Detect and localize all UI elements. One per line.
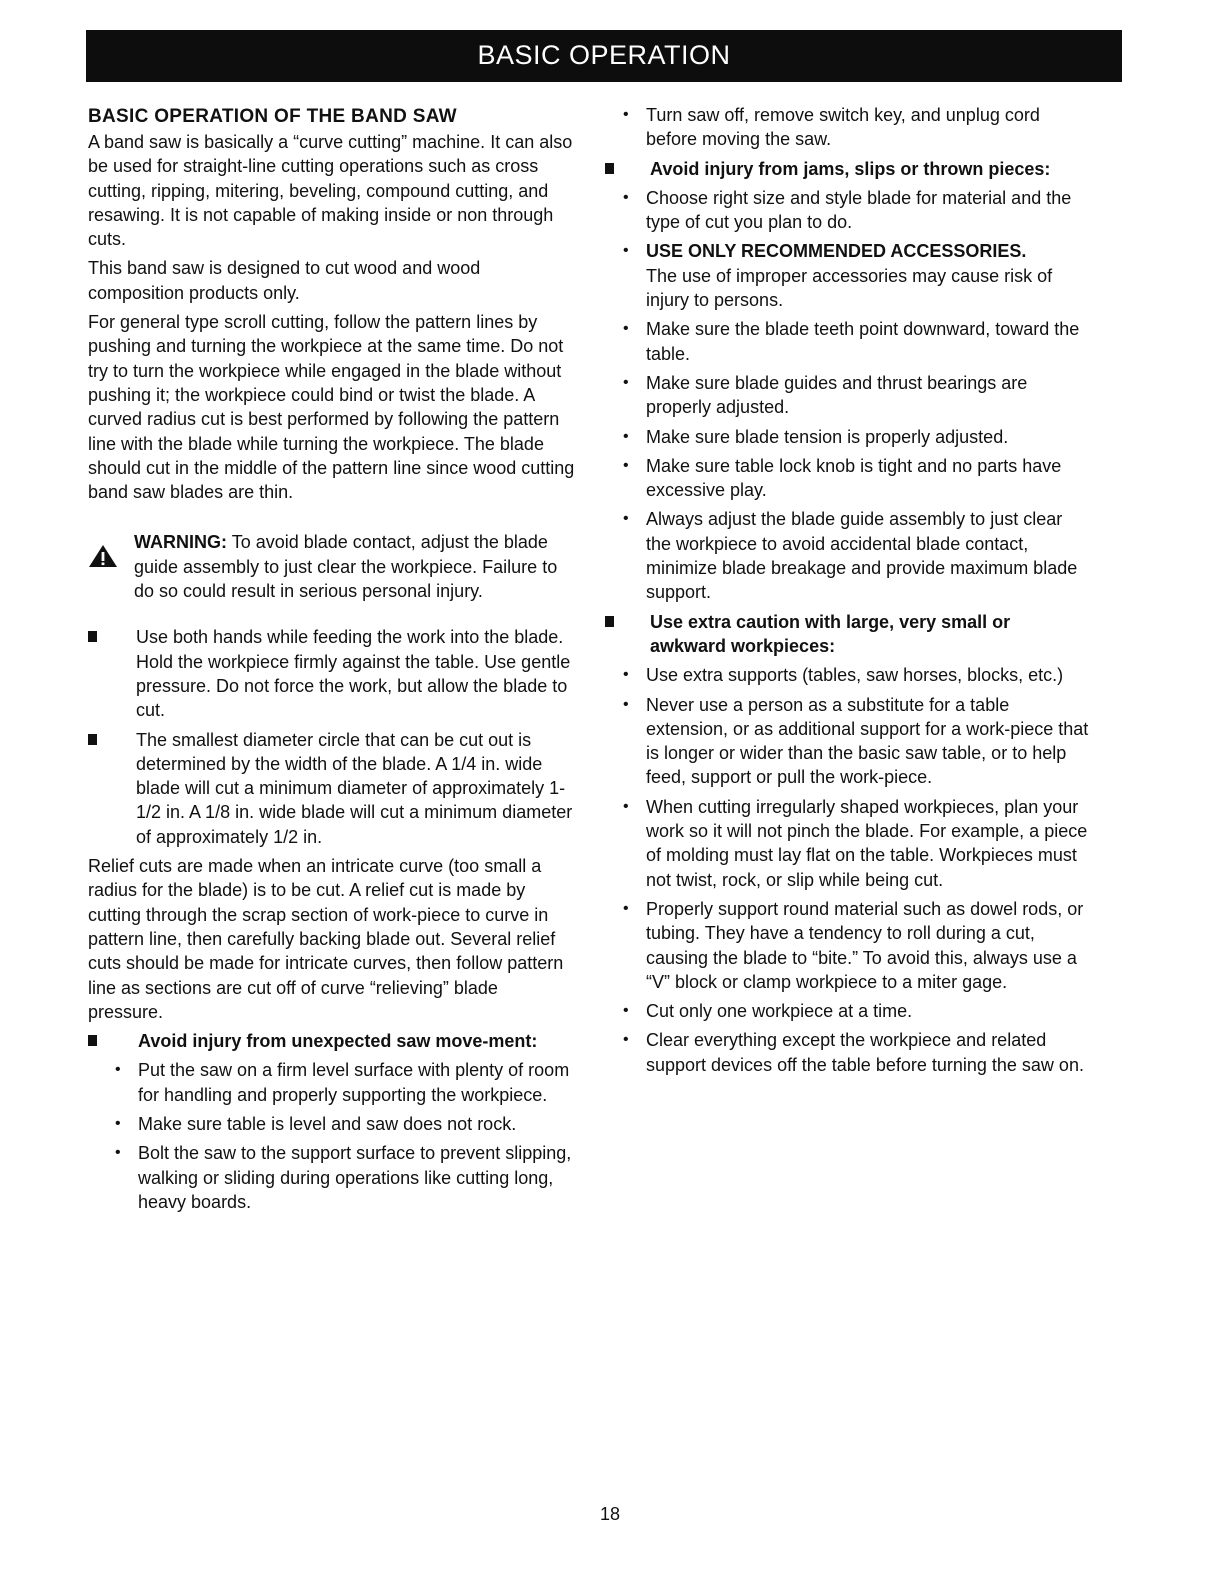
page-number: 18 [599, 1504, 621, 1524]
right-column [620, 103, 1090, 1082]
square-bullet-icon [605, 163, 614, 174]
list-item-text: Bolt the saw to the support surface to prevent slipping, walking or sliding during operations like cutting long, heavy boards. [138, 1143, 572, 1212]
section-heading: BASIC OPERATION OF THE BAND SAW [88, 106, 457, 127]
warning-label: WARNING: [134, 532, 227, 553]
bullet-icon: • [623, 456, 629, 474]
list-item [620, 897, 1090, 994]
list-item [620, 317, 1090, 366]
list-item-text: Choose right size and style blade for material and the type of cut you plan to do. [646, 187, 1072, 233]
list-item [620, 103, 1090, 152]
bullet-icon: • [623, 1031, 629, 1049]
movement-heading: Avoid injury from unexpected saw move-ment: [138, 1031, 538, 1052]
list-item-text: Make sure blade tension is properly adjusted. [646, 426, 1009, 447]
list-item [620, 454, 1090, 503]
list-item-text: Make sure table is level and saw does not rock. [138, 1113, 517, 1134]
square-bullet-icon [88, 734, 97, 745]
list-item-text: Never use a person as a substitute for a table extension, or as additional support for a work-piece that is longer or wider than the basic saw table, or to help feed, support or pull the work-piece. [646, 694, 1089, 788]
list-item-text: Use both hands while feeding the work into the blade. Hold the workpiece firmly against the table. Use gentle pressure. Do not force the work, but allow the blade to cut. [136, 627, 571, 721]
accessories-label: USE ONLY RECOMMENDED ACCESSORIES. [646, 241, 1027, 262]
list-item [620, 663, 1090, 687]
jams-heading: Avoid injury from jams, slips or thrown pieces: [650, 158, 1051, 179]
list-item-text: Clear everything except the workpiece and related support devices off the table before turning the saw on. [646, 1030, 1084, 1075]
list-item [620, 999, 1090, 1023]
bullet-icon: • [623, 666, 629, 684]
bullet-icon: • [623, 242, 629, 260]
scroll-cutting-paragraph: For general type scroll cutting, follow the pattern lines by pushing and turning the workpiece at the same time. Do not try to turn the workpiece while engaged in the blade without pushing it; the workpiece could bind or twist the blade. A curved radius cut is best performed by following the pattern line with the blade while turning the workpiece. The blade should cut in the middle of the pattern line since wood cutting band saw blades are thin. [88, 312, 575, 503]
list-item [620, 239, 1090, 312]
list-item [112, 1058, 576, 1107]
list-item-text: Always adjust the blade guide assembly to just clear the workpiece to avoid accidental blade contact, minimize blade breakage and provide maximum blade support. [646, 509, 1078, 603]
list-item [88, 1029, 576, 1053]
list-item-text: Make sure the blade teeth point downward, toward the table. [646, 319, 1080, 364]
bullet-icon: • [623, 188, 629, 206]
intro-paragraph: A band saw is basically a “curve cutting” machine. It can also be used for straight-line cutting operations such as cross cutting, ripping, mitering, beveling, compound cutting, and resawing. It is not capable of making inside or non through cuts. [88, 132, 573, 250]
bullet-icon: • [623, 106, 629, 123]
list-item [620, 425, 1090, 449]
list-item [88, 728, 576, 849]
bullet-icon: • [115, 1114, 121, 1132]
warning-block [88, 530, 576, 603]
section-banner [86, 30, 1122, 82]
left-column [88, 104, 576, 1219]
bullet-icon: • [623, 320, 629, 338]
banner-title: BASIC OPERATION [477, 40, 731, 70]
list-item [620, 186, 1090, 235]
warning-text: To avoid blade contact, adjust the blade guide assembly to just clear the workpiece. Failure to do so could result in serious personal injury. [134, 532, 558, 602]
bullet-icon: • [623, 695, 629, 713]
list-item-text: Cut only one workpiece at a time. [646, 1001, 913, 1022]
bullet-icon: • [623, 1002, 629, 1020]
bullet-icon: • [623, 373, 629, 391]
bullet-icon: • [623, 899, 629, 917]
relief-cuts-paragraph: Relief cuts are made when an intricate curve (too small a radius for the blade) is to be cut. A relief cut is made by cutting through the scrap section of work-piece to curve in pattern line, then carefully backing blade out. Several relief cuts should be made for intricate curves, then follow pattern line as sections are cut off of curve “relieving” blade pressure. [88, 856, 564, 1022]
bullet-icon: • [623, 427, 629, 445]
list-item [620, 795, 1090, 892]
list-item-text: When cutting irregularly shaped workpieces, plan your work so it will not pinch the blade. For example, a piece of molding must lay flat on the table. Workpieces must not twist, rock, or slip while being cut. [646, 796, 1088, 890]
square-bullet-icon [88, 1035, 97, 1046]
list-item [620, 693, 1090, 790]
list-item [620, 1028, 1090, 1077]
list-item [620, 157, 1090, 181]
square-bullet-icon [88, 631, 97, 642]
bullet-icon: • [115, 1144, 121, 1162]
list-item [620, 371, 1090, 420]
accessories-text: The use of improper accessories may cause risk of injury to persons. [646, 265, 1053, 311]
list-item-text: Use extra supports (tables, saw horses, blocks, etc.) [646, 665, 1064, 686]
bullet-icon: • [115, 1061, 121, 1079]
list-item-text: Put the saw on a firm level surface with plenty of room for handling and properly supporting the workpiece. [138, 1060, 570, 1105]
square-bullet-icon [605, 616, 614, 627]
bullet-icon: • [623, 510, 629, 528]
caution-heading: Use extra caution with large, very small or awkward workpieces: [650, 611, 1011, 656]
list-item-text: Turn saw off, remove switch key, and unplug cord before moving the saw. [646, 105, 1040, 150]
warning-icon [88, 544, 118, 568]
list-item-text: Make sure blade guides and thrust bearings are properly adjusted. [646, 372, 1028, 418]
list-item [112, 1141, 576, 1214]
list-item-text: Properly support round material such as dowel rods, or tubing. They have a tendency to roll during a cut, causing the blade to “bite.” To avoid this, always use a “V” block or clamp workpiece to a miter gage. [646, 898, 1084, 992]
list-item-text: The smallest diameter circle that can be cut out is determined by the width of the blade. A 1/4 in. wide blade will cut a minimum diameter of approximately 1-1/2 in. A 1/8 in. wide blade will cut a minimum diameter of approximately 1/2 in. [136, 729, 573, 847]
list-item [88, 625, 576, 722]
bullet-icon: • [623, 797, 629, 815]
list-item [620, 507, 1090, 604]
list-item [112, 1112, 576, 1136]
list-item-text: Make sure table lock knob is tight and no parts have excessive play. [646, 455, 1062, 501]
wood-only-paragraph: This band saw is designed to cut wood and wood composition products only. [88, 258, 481, 303]
list-item [620, 610, 1090, 659]
